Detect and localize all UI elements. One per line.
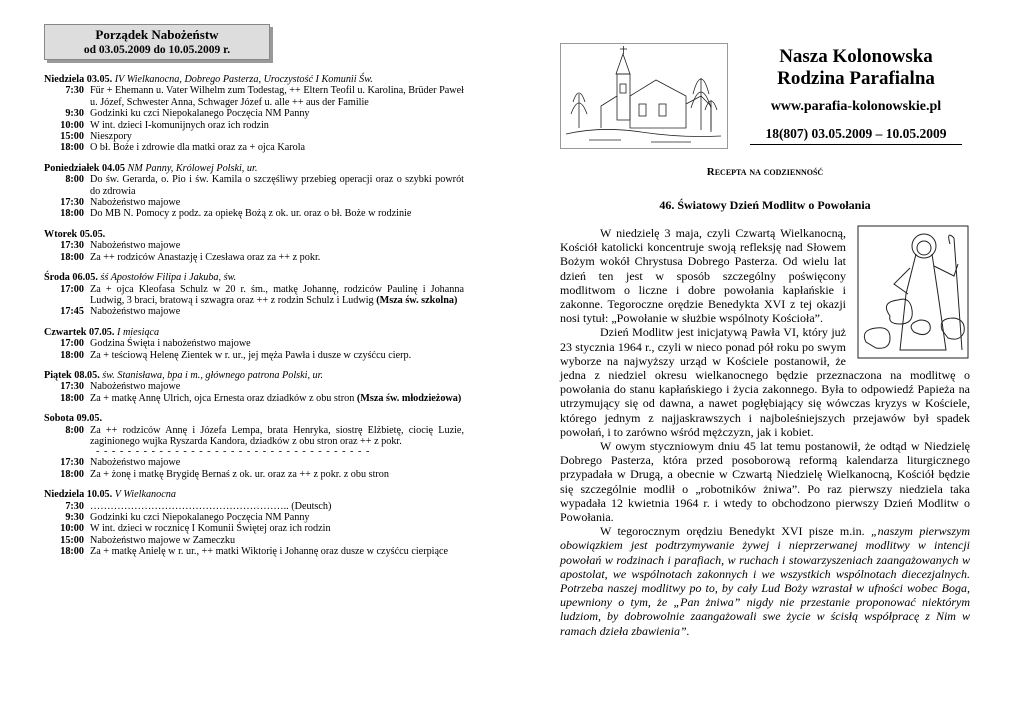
day-date: Wtorek 05.05. xyxy=(44,228,106,240)
mass-intention xyxy=(90,535,464,546)
mass-time: 18:00 xyxy=(60,392,84,404)
schedule-day xyxy=(44,370,464,404)
mass-intention-text: ………………………………………………….. (Deutsch) xyxy=(90,500,332,512)
mass-intention xyxy=(90,131,464,142)
mass-intention-text: Za + matkę Anielę w r. ur., ++ matki Wiktorię i Johannę oraz dusze w czyśćcu cierpiące xyxy=(90,546,449,558)
mass-time: 15:00 xyxy=(60,534,84,546)
mass-intention xyxy=(90,208,464,219)
day-feast: św. Stanisława, bpa i m., głównego patrona Polski, ur. xyxy=(102,369,324,381)
mass-time: 18:00 xyxy=(60,468,84,480)
mass-intention xyxy=(90,338,464,349)
schedule-row xyxy=(44,381,464,392)
article-paragraph-4-intro: W tegorocznym orędziu Benedykt XVI pisze m.in. xyxy=(600,524,865,539)
mass-time: 18:00 xyxy=(60,349,84,361)
mass-intention-text: Za + teściową Helenę Zientek w r. ur., jej męża Pawła i dusze w czyśćcu cierp. xyxy=(90,349,412,361)
article-title: 46. Światowy Dzień Modlitw o Powołania xyxy=(659,198,871,212)
schedule-row xyxy=(44,457,464,468)
schedule-row xyxy=(44,546,464,557)
day-feast: I miesiąca xyxy=(117,326,160,338)
mass-intention-text: Za + żonę i matkę Brygidę Bernaś z ok. ur. oraz za ++ z pokr. z obu stron xyxy=(90,468,389,480)
parish-title-line1: Nasza Kolonowska xyxy=(779,46,933,67)
day-heading xyxy=(44,272,464,283)
mass-time: 17:30 xyxy=(60,457,84,469)
schedule-row xyxy=(44,393,464,404)
mass-time: 7:30 xyxy=(65,500,84,512)
section-heading: Recepta na codzienność xyxy=(706,166,824,178)
mass-intention-text: W int. dzieci I-komunijnych oraz ich rodzin xyxy=(90,119,269,131)
mass-time: 17:00 xyxy=(60,338,84,350)
article-paragraph-2: Dzień Modlitw jest inicjatywą Pawła VI, który już 23 stycznia 1964 r., czyli w nieco ponad pół roku po swym wyborze na najwyższy urząd w Kościele postanowił, że jedna z niedziel okresu wielkanocnego będzie przeznaczona na modlitwę o powołania do stanu kapłańskiego i życia zakonnego. Była to odpowiedź Papieża na utrzymujący się od dawna, a nawet pogłębiający się wówczas kryzys w Kościele, którego jednym z najjaskrawszych i najboleśniejszych przejawów był spadek powołań, i to zarówno wśród mężczyzn, jak i kobiet. xyxy=(560,325,970,439)
mass-intention-text: Za + ojca Kleofasa Schulz w 20 r. śm., matkę Johannę, rodziców Paulinę i Johanna Ludwig, 3 braci, bratową i szwagra oraz ++ z rodzin Schulz i Ludwig xyxy=(90,283,464,306)
schedule-title: Porządek Nabożeństw xyxy=(95,27,219,42)
schedule-row xyxy=(44,120,464,131)
schedule-row xyxy=(44,501,464,512)
schedule-row xyxy=(44,108,464,119)
mass-intention xyxy=(90,546,464,557)
schedule-row xyxy=(44,174,464,197)
day-date: Niedziela 03.05. xyxy=(44,74,113,85)
mass-note: (Msza św. szkolna) xyxy=(376,294,458,306)
schedule-row xyxy=(44,512,464,523)
schedule-row xyxy=(44,469,464,480)
day-feast: śś Apostołów Filipa i Jakuba, św. xyxy=(100,272,237,284)
schedule-row xyxy=(44,535,464,546)
day-heading xyxy=(44,229,464,240)
mass-intention-text: Nabożeństwo majowe xyxy=(90,381,181,393)
mass-intention-text: Za + matkę Annę Ulrich, ojca Ernesta oraz dziadków z obu stron xyxy=(90,392,355,404)
article-quote: „naszym pierwszym obowiązkiem jest podtrzymywanie żywej i nieprzerwanej modlitwy w intencji powołań w rodzinach i parafiach, w ruchach i stowarzyszeniach zaangażowanych w apostolat, we wspólnotach zakonnych i we wszystkich wspólnotach diecezjalnych. Potrzeba naszej modlitwy po to, by cały Lud Boży wzrastał w ufności wobec Boga, upewniony o tym, że „Pan żniwa” nigdy nie przestanie proponować niektórym ludziom, by dobrowolnie zaangażowali swe życie w ścisłą współpracę z Nim w ramach dzieła zbawienia”. xyxy=(560,524,971,638)
schedule-row xyxy=(44,284,464,307)
mass-intention-text: Godzina Święta i nabożeństwo majowe xyxy=(90,338,251,350)
schedule-row xyxy=(44,197,464,208)
mass-time: 17:00 xyxy=(60,283,84,295)
mass-time: 18:00 xyxy=(60,142,84,154)
mass-intention-text: Do św. Gerarda, o. Pio i św. Kamila o szczęśliwy przebieg operacji oraz o szybki powrót do zdrowia xyxy=(90,174,464,197)
mass-time: 9:30 xyxy=(65,108,84,120)
mass-intention xyxy=(90,252,464,263)
mass-time: 18:00 xyxy=(60,251,84,263)
schedule-day xyxy=(44,272,464,318)
schedule-range: od 03.05.2009 do 10.05.2009 r. xyxy=(83,44,231,56)
mass-time: 17:30 xyxy=(60,197,84,209)
mass-time: 18:00 xyxy=(60,208,84,220)
day-heading xyxy=(44,74,464,85)
schedule-day xyxy=(44,163,464,220)
mass-time: 10:00 xyxy=(60,523,84,535)
schedule-day xyxy=(44,229,464,263)
mass-intention xyxy=(90,425,464,448)
mass-time: 17:45 xyxy=(60,306,84,318)
mass-time: 18:00 xyxy=(60,546,84,558)
mass-intention-text: Nieszpory xyxy=(90,131,132,143)
day-feast: V Wielkanocna xyxy=(114,489,176,501)
schedule-day xyxy=(44,327,464,361)
mass-intention-text: W int. dzieci w rocznicę I Komunii Świętej oraz ich rodzin xyxy=(90,523,331,535)
mass-intention xyxy=(90,469,464,480)
schedule-column xyxy=(44,24,464,558)
schedule-days xyxy=(44,74,464,558)
schedule-row xyxy=(44,523,464,534)
mass-time: 9:30 xyxy=(65,512,84,523)
mass-intention xyxy=(90,85,464,108)
mass-intention-text: O bł. Boże i zdrowie dla matki oraz za + ojca Karola xyxy=(90,142,306,154)
mass-intention xyxy=(90,306,464,317)
mass-intention xyxy=(90,284,464,307)
mass-intention xyxy=(90,108,464,119)
mass-time: 17:30 xyxy=(60,240,84,252)
mass-time: 8:00 xyxy=(65,424,84,436)
mass-intention-text: Nabożeństwo majowe w Zameczku xyxy=(90,534,236,546)
day-heading xyxy=(44,370,464,381)
mass-intention-text: Godzinki ku czci Niepokalanego Poczęcia NM Panny xyxy=(90,512,310,523)
schedule-row xyxy=(44,142,464,153)
mass-intention xyxy=(90,512,464,523)
mass-time: 7:30 xyxy=(65,85,84,97)
mass-intention xyxy=(90,174,464,197)
parish-url: www.parafia-kolonowskie.pl xyxy=(770,99,942,114)
day-date: Środa 06.05. xyxy=(44,272,98,284)
mass-intention-text: Za ++ rodziców Anastazję i Czesława oraz za ++ z pokr. xyxy=(90,251,321,263)
day-heading xyxy=(44,489,464,500)
schedule-row xyxy=(44,252,464,263)
schedule-row xyxy=(44,131,464,142)
mass-time: 17:30 xyxy=(60,381,84,393)
mass-time: 8:00 xyxy=(65,174,84,186)
issue-number: 18(807) 03.05.2009 – 10.05.2009 xyxy=(750,126,962,145)
mass-intention-text: Nabożeństwo majowe xyxy=(90,306,181,318)
bulletin-masthead xyxy=(750,46,962,145)
mass-intention xyxy=(90,240,464,251)
day-date: Sobota 09.05. xyxy=(44,413,103,425)
mass-intention xyxy=(90,142,464,153)
mass-time: 15:00 xyxy=(60,131,84,143)
schedule-row xyxy=(44,85,464,108)
mass-intention xyxy=(90,457,464,468)
mass-intention xyxy=(90,501,464,512)
article-paragraph-3: W owym styczniowym dniu 45 lat temu postanowił, że odtąd w Niedzielę Dobrego Pasterza, która przed posoborową reformą kalendarza liturgicznego przypadała w Drugą, a obecnie w Czwartą Niedzielę Wielkanocną, Kościół będzie się szczególnie modlił o „robotników żniwa”. Po raz pierwszy niedziela taka wypadała 12 kwietnia 1964 r. i wtedy to obchodzono pierwszy Dzień Modlitw o Powołania. xyxy=(560,439,970,525)
day-date: Czwartek 07.05. xyxy=(44,326,115,338)
day-date: Piątek 08.05. xyxy=(44,369,100,381)
article-body xyxy=(560,226,970,638)
schedule-day xyxy=(44,489,464,557)
day-heading xyxy=(44,327,464,338)
mass-intention-text: Für + Ehemann u. Vater Wilhelm zum Todestag, ++ Eltern Teofil u. Karolina, Brüder Paweł u. Józef, Schwester Anna, Schwager Józef u. alle ++ aus der Familie xyxy=(90,85,464,108)
day-feast: NM Panny, Królowej Polski, ur. xyxy=(127,162,258,174)
schedule-row xyxy=(44,208,464,219)
schedule-day xyxy=(44,74,464,154)
mass-intention-text: Nabożeństwo majowe xyxy=(90,240,181,252)
day-feast: IV Wielkanocna, Dobrego Pasterza, Uroczystość I Komunii Św. xyxy=(114,74,373,85)
mass-intention xyxy=(90,523,464,534)
good-shepherd-icon xyxy=(854,224,972,362)
mass-time: 10:00 xyxy=(60,119,84,131)
schedule-day xyxy=(44,413,464,480)
mass-intention-text: Za ++ rodziców Annę i Józefa Lempa, brata Henryka, siostrę Elżbietę, ciocię Luzie, zaginionego wujka Ryszarda Kandora, dziadków z obu stron oraz ++ z pokr. xyxy=(90,424,464,447)
mass-intention xyxy=(90,197,464,208)
schedule-row xyxy=(44,425,464,448)
schedule-row xyxy=(44,338,464,349)
article-paragraph-4 xyxy=(560,524,970,638)
separator-dashes: - - - - - - - - - - - - - - - - - - - - - - - - - - - - - - - - - - - xyxy=(96,446,371,458)
day-date: Niedziela 10.05. xyxy=(44,489,113,501)
mass-intention-text: Do MB N. Pomocy z podz. za opiekę Bożą z ok. ur. oraz o bł. Boże w rodzinie xyxy=(90,208,412,220)
mass-intention xyxy=(90,120,464,131)
parish-title-line2: Rodzina Parafialna xyxy=(777,68,935,89)
church-drawing-icon xyxy=(560,43,728,149)
schedule-header-box xyxy=(44,24,270,60)
mass-intention-text: Godzinki ku czci Niepokalanego Poczęcia NM Panny xyxy=(90,108,310,120)
mass-intention xyxy=(90,350,464,361)
mass-intention-text: Nabożeństwo majowe xyxy=(90,197,181,209)
schedule-row xyxy=(44,240,464,251)
day-date: Poniedziałek 04.05 xyxy=(44,162,125,174)
mass-note: (Msza św. młodzieżowa) xyxy=(356,392,462,404)
day-heading xyxy=(44,413,464,424)
mass-intention xyxy=(90,393,464,404)
schedule-row xyxy=(44,306,464,317)
day-heading xyxy=(44,163,464,174)
mass-intention-text: Nabożeństwo majowe xyxy=(90,457,181,469)
article-paragraph-1: W niedzielę 3 maja, czyli Czwartą Wielkanocną, Kościół katolicki koncentruje swoją refleksję nad Słowem Bożym wokół Chrystusa Dobrego Pasterza. Od wielu lat dzień ten jest w sposób szczególny poświęcony modlitwom o liczne i dobre powołania kapłańskie i zakonne. Tegoroczne orędzie Benedykta XVI z tej okazji nosi tytuł: „Powołanie w służbie wspólnoty Kościoła”. xyxy=(560,226,846,326)
schedule-row xyxy=(44,350,464,361)
mass-intention xyxy=(90,381,464,392)
